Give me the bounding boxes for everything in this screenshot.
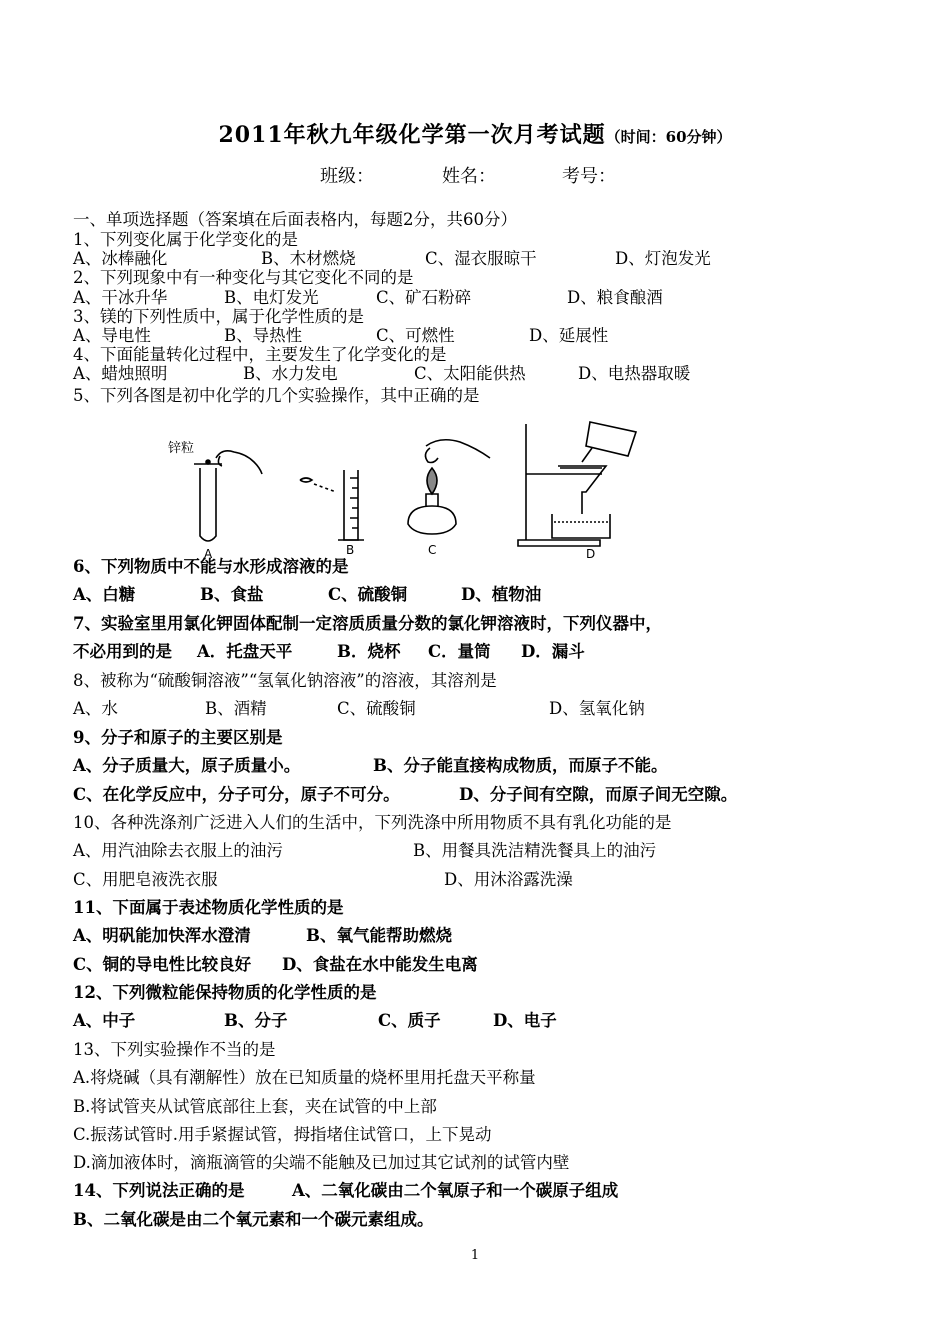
name-field: 姓名： [442, 166, 496, 187]
section-heading: 一、单项选择题（答案填在后面表格内，每题2分，共60分） [73, 210, 517, 229]
q9-option-b: B、分子能直接构成物质，而原子不能。 [373, 756, 668, 775]
q4-option-a: A、蜡烛照明 [73, 364, 168, 383]
q7-option-b: B．烧杯 [337, 642, 401, 661]
figure-label-a: A [204, 547, 213, 558]
figure-label-c: C [428, 543, 437, 557]
number-field: 考号： [562, 166, 616, 187]
q8-stem: 8、被称为“硫酸铜溶液”“氢氧化钠溶液”的溶液，其溶剂是 [73, 671, 497, 690]
q1-option-a: A、冰棒融化 [73, 249, 168, 268]
q14-option-b: B、二氧化碳是由二个氧元素和一个碳元素组成。 [73, 1210, 434, 1229]
title-main: 2011年秋九年级化学第一次月考试题 [218, 122, 606, 148]
q5-stem: 5、下列各图是初中化学的几个实验操作，其中正确的是 [73, 386, 480, 405]
q3-option-d: D、延展性 [529, 326, 609, 345]
q4-option-c: C、太阳能供热 [414, 364, 526, 383]
q11-option-a: A、明矾能加快浑水澄清 [73, 926, 251, 945]
q10-option-d: D、用沐浴露洗澡 [444, 870, 573, 889]
q4-option-d: D、电热器取暖 [578, 364, 691, 383]
experiment-figure [150, 418, 670, 558]
q9-stem: 9、分子和原子的主要区别是 [73, 728, 283, 747]
q11-stem: 11、下面属于表述物质化学性质的是 [73, 898, 344, 917]
q8-option-a: A、水 [73, 699, 118, 718]
q3-option-b: B、导热性 [224, 326, 303, 345]
q10-option-c: C、用肥皂液洗衣服 [73, 870, 218, 889]
q13-option-a: A.将烧碱（具有潮解性）放在已知质量的烧杯里用托盘天平称量 [73, 1068, 536, 1087]
q13-option-d: D.滴加液体时，滴瓶滴管的尖端不能触及已加过其它试剂的试管内壁 [73, 1153, 570, 1172]
q10-option-a: A、用汽油除去衣服上的油污 [73, 841, 283, 860]
q6-stem: 6、下列物质中不能与水形成溶液的是 [73, 557, 349, 576]
q14-stem: 14、下列说法正确的是 [73, 1181, 245, 1200]
q8-option-d: D、氢氧化钠 [549, 699, 645, 718]
q7-option-c: C．量筒 [428, 642, 491, 661]
q12-option-c: C、质子 [378, 1011, 441, 1030]
q9-option-c: C、在化学反应中，分子可分，原子不可分。 [73, 785, 400, 804]
q7-option-a: A．托盘天平 [197, 642, 293, 661]
q6-option-c: C、硫酸铜 [328, 585, 408, 604]
q7-option-d: D．漏斗 [521, 642, 585, 661]
q9-option-a: A、分子质量大，原子质量小。 [73, 756, 301, 775]
q1-stem: 1、下列变化属于化学变化的是 [73, 230, 298, 249]
q2-option-c: C、矿石粉碎 [376, 288, 472, 307]
q7-line2: 不必用到的是 [73, 642, 172, 661]
q2-option-a: A、干冰升华 [73, 288, 168, 307]
q9-option-d: D、分子间有空隙，而原子间无空隙。 [459, 785, 738, 804]
q1-option-c: C、湿衣服晾干 [425, 249, 537, 268]
q11-option-d: D、食盐在水中能发生电离 [282, 955, 478, 974]
q12-stem: 12、下列微粒能保持物质的化学性质的是 [73, 983, 377, 1002]
page-number: 1 [470, 1248, 480, 1263]
q13-option-b: B.将试管夹从试管底部往上套，夹在试管的中上部 [73, 1097, 437, 1116]
q1-option-b: B、木材燃烧 [261, 249, 356, 268]
q8-option-b: B、酒精 [205, 699, 267, 718]
q11-option-b: B、氧气能帮助燃烧 [306, 926, 452, 945]
q7-stem: 7、实验室里用氯化钾固体配制一定溶质质量分数的氯化钾溶液时，下列仪器中， [73, 614, 662, 633]
q12-option-a: A、中子 [73, 1011, 136, 1030]
zinc-label: 锌粒 [168, 441, 195, 456]
figure-label-b: B [346, 543, 355, 557]
q8-option-c: C、硫酸铜 [337, 699, 416, 718]
q12-option-d: D、电子 [493, 1011, 557, 1030]
q3-stem: 3、镁的下列性质中，属于化学性质的是 [73, 307, 364, 326]
figure-label-d: D [586, 547, 596, 558]
q13-option-c: C.振荡试管时.用手紧握试管，拇指堵住试管口，上下晃动 [73, 1125, 492, 1144]
q4-stem: 4、下面能量转化过程中，主要发生了化学变化的是 [73, 345, 447, 364]
title-time: （时间：60分钟） [605, 128, 732, 146]
q10-option-b: B、用餐具洗洁精洗餐具上的油污 [413, 841, 657, 860]
q6-option-a: A、白糖 [73, 585, 136, 604]
q1-option-d: D、灯泡发光 [615, 249, 711, 268]
q2-option-b: B、电灯发光 [224, 288, 319, 307]
q14-option-a: A、二氧化碳由二个氧原子和一个碳原子组成 [292, 1181, 619, 1200]
q3-option-a: A、导电性 [73, 326, 151, 345]
q10-stem: 10、各种洗涤剂广泛进入人们的生活中，下列洗涤中所用物质不具有乳化功能的是 [73, 813, 672, 832]
page-title [0, 118, 950, 149]
q2-stem: 2、下列现象中有一种变化与其它变化不同的是 [73, 268, 414, 287]
q6-option-b: B、食盐 [200, 585, 264, 604]
q12-option-b: B、分子 [224, 1011, 288, 1030]
class-field: 班级： [320, 166, 374, 187]
q3-option-c: C、可燃性 [376, 326, 455, 345]
experiment-illustration [150, 418, 670, 558]
q2-option-d: D、粮食酿酒 [567, 288, 663, 307]
q4-option-b: B、水力发电 [243, 364, 338, 383]
q13-stem: 13、下列实验操作不当的是 [73, 1040, 276, 1059]
q6-option-d: D、植物油 [461, 585, 542, 604]
q11-option-c: C、铜的导电性比较良好 [73, 955, 252, 974]
